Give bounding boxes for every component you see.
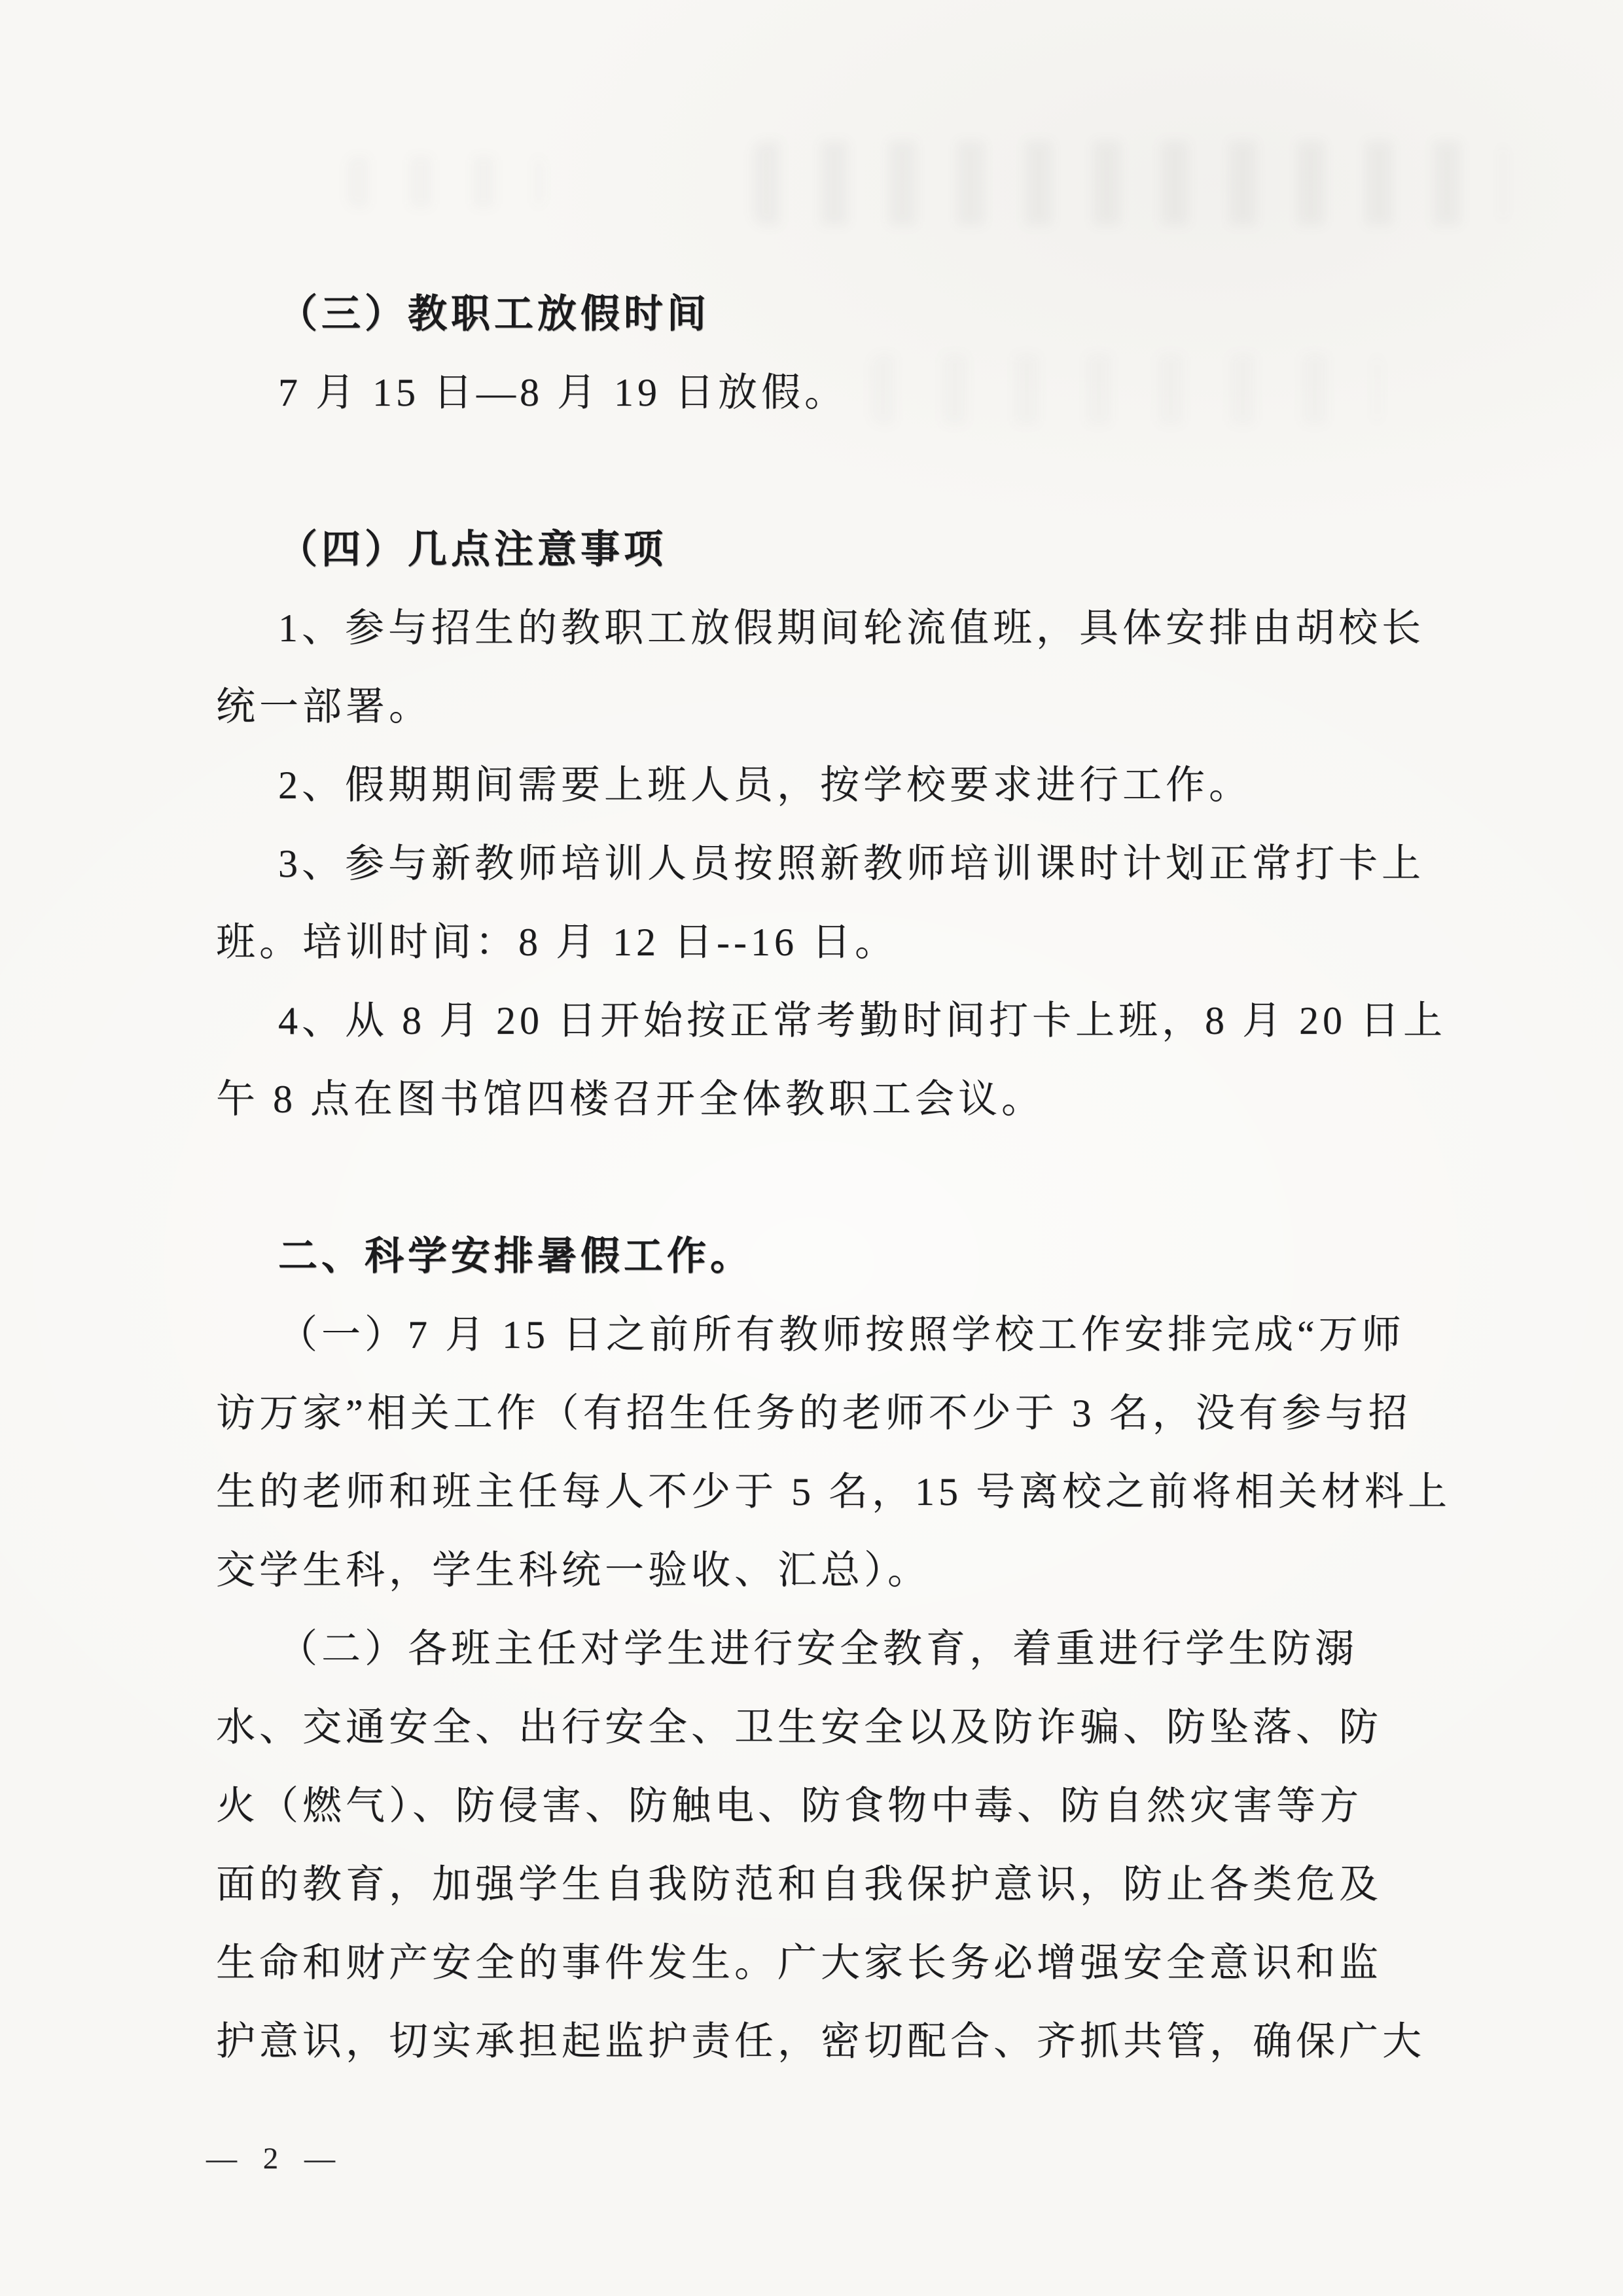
heading-line: 二、科学安排暑假工作。 — [278, 1235, 753, 1278]
text-line: 午 8 点在图书馆四楼召开全体教职工会议。 — [216, 1078, 1044, 1121]
text-line: 生的老师和班主任每人不少于 5 名，15 号离校之前将相关材料上 — [216, 1470, 1451, 1513]
heading-line: （三）教职工放假时间 — [278, 292, 710, 336]
document-body — [216, 0, 1451, 2081]
text-line: 面的教育，加强学生自我防范和自我保护意识，防止各类危及 — [216, 1863, 1382, 1906]
text-line: （一）7 月 15 日之前所有教师按照学校工作安排完成“万师 — [278, 1313, 1405, 1356]
heading-line: （四）几点注意事项 — [278, 528, 667, 571]
text-line: 护意识，切实承担起监护责任，密切配合、齐抓共管，确保广大 — [216, 2020, 1425, 2063]
page-number: — 2 — — [206, 2142, 344, 2176]
text-line: （二）各班主任对学生进行安全教育，着重进行学生防溺 — [278, 1627, 1358, 1670]
text-line: 4、从 8 月 20 日开始按正常考勤时间打卡上班，8 月 20 日上 — [278, 999, 1446, 1042]
text-line: 交学生科，学生科统一验收、汇总）。 — [216, 1549, 931, 1592]
text-line: 访万家”相关工作（有招生任务的老师不少于 3 名，没有参与招 — [216, 1392, 1412, 1435]
text-line: 1、参与招生的教职工放假期间轮流值班，具体安排由胡校长 — [278, 607, 1425, 650]
text-line: 火（燃气）、防侵害、防触电、防食物中毒、防自然灾害等方 — [216, 1784, 1363, 1828]
text-line: 2、假期期间需要上班人员，按学校要求进行工作。 — [278, 764, 1252, 807]
text-line: 班。培训时间：8 月 12 日--16 日。 — [216, 921, 898, 964]
text-line: 生命和财产安全的事件发生。广大家长务必增强安全意识和监 — [216, 1941, 1382, 1985]
text-line: 统一部署。 — [216, 685, 432, 728]
text-line: 水、交通安全、出行安全、卫生安全以及防诈骗、防坠落、防 — [216, 1706, 1382, 1749]
text-line: 7 月 15 日—8 月 19 日放假。 — [278, 371, 847, 414]
text-line: 3、参与新教师培训人员按照新教师培训课时计划正常打卡上 — [278, 842, 1425, 885]
